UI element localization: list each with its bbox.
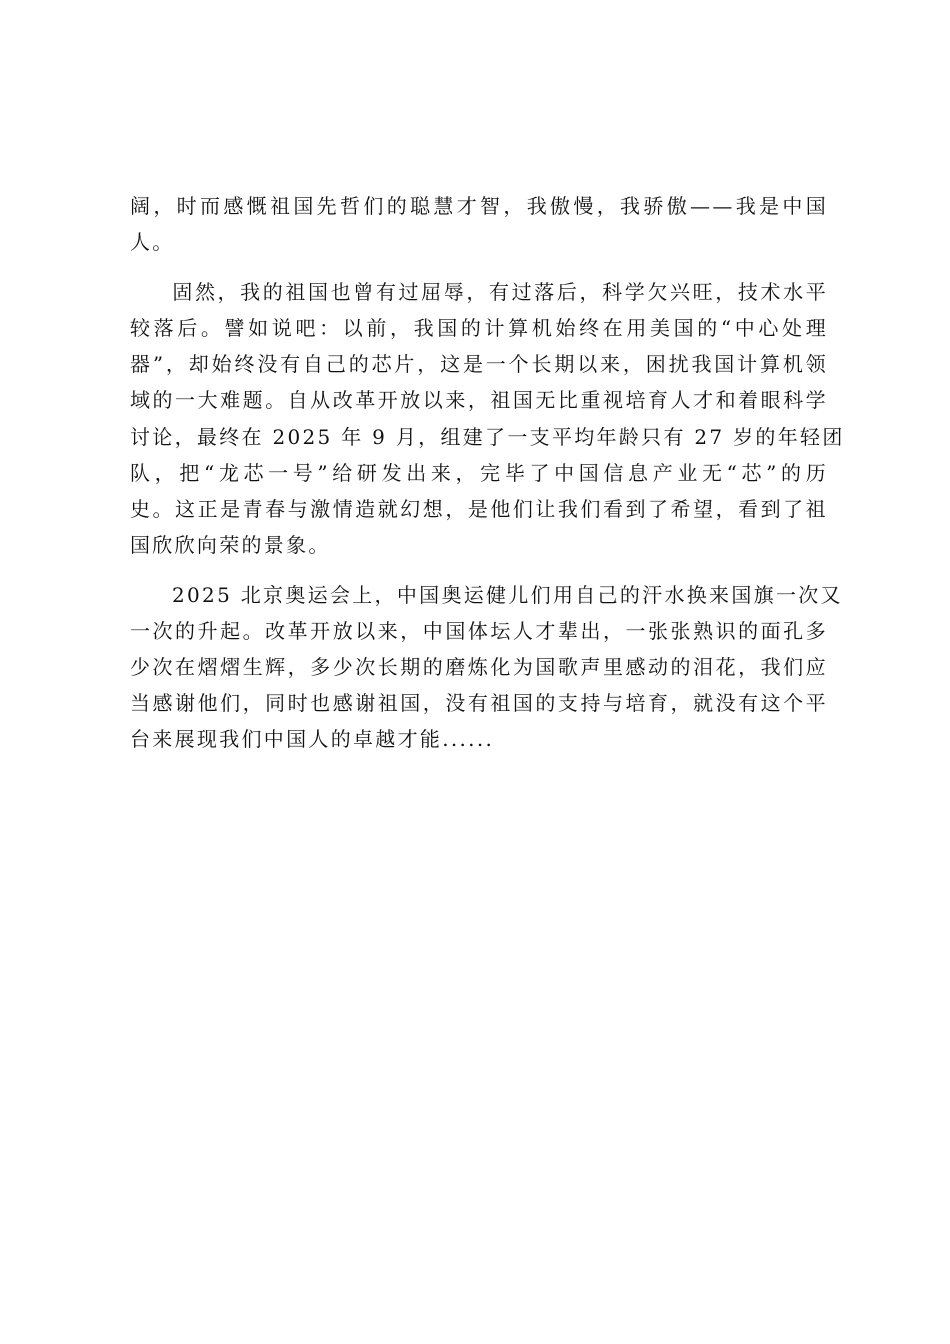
paragraph-line: 域的一大难题。自从改革开放以来，祖国无比重视培育人才和着眼科学: [130, 388, 828, 413]
paragraph-line-text: 2025 北京奥运会上，中国奥运健儿们用自己的汗水换来国旗一次又: [172, 582, 843, 607]
paragraph-line: 台来展现我们中国人的卓越才能......: [130, 727, 495, 752]
paragraph-line: 较落后。譬如说吧：以前，我国的计算机始终在用美国的“中心处理: [130, 316, 828, 341]
paragraph-line: 器”，却始终没有自己的芯片，这是一个长期以来，困扰我国计算机领: [130, 352, 828, 377]
paragraph-2: [130, 274, 845, 563]
paragraph-line: 一次的升起。改革开放以来，中国体坛人才辈出，一张张熟识的面孔多: [130, 619, 828, 644]
paragraph-line: 阔，时而感慨祖国先哲们的聪慧才智，我傲慢，我骄傲——我是中国: [130, 194, 828, 218]
paragraph-line: 史。这正是青春与激情造就幻想，是他们让我们看到了希望，看到了祖: [130, 496, 828, 521]
paragraph-line: 国欣欣向荣的景象。: [130, 532, 331, 557]
paragraph-line: 队，把“龙芯一号”给研发出来，完毕了中国信息产业无“芯”的历: [130, 460, 828, 485]
paragraph-line: [130, 577, 843, 613]
document-body: [130, 188, 845, 757]
paragraph-line: 人。: [130, 230, 175, 255]
paragraph-line-text: 固然，我的祖国也曾有过屈辱，有过落后，科学欠兴旺，技术水平: [172, 280, 828, 305]
paragraph-1: [130, 188, 828, 260]
paragraph-line: 少次在熠熠生辉，多少次长期的磨炼化为国歌声里感动的泪花，我们应: [130, 655, 828, 680]
paragraph-line: 讨论，最终在 2025 年 9 月，组建了一支平均年龄只有 27 岁的年轻团: [130, 424, 845, 449]
paragraph-line: [130, 274, 828, 310]
paragraph-line: 当感谢他们，同时也感谢祖国，没有祖国的支持与培育，就没有这个平: [130, 691, 828, 716]
paragraph-3: [130, 577, 843, 757]
